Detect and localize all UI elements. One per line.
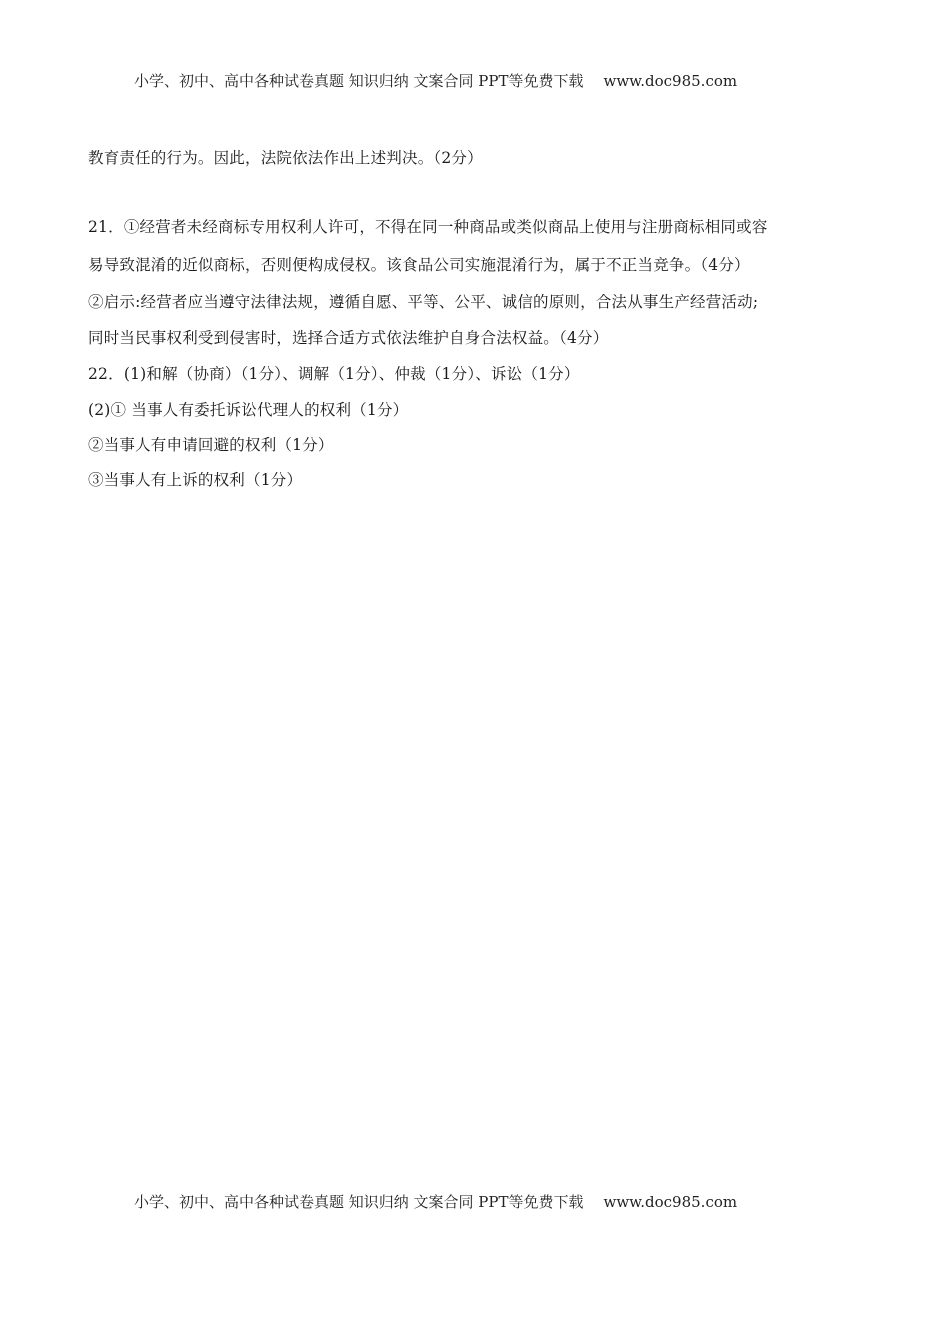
answer-line-6: 22．(1)和解（协商）（1分）、调解（1分）、仲裁（1分）、诉讼（1分） [88,365,580,383]
answer-line-7: (2)① 当事人有委托诉讼代理人的权利（1分） [88,401,409,419]
page-footer [134,1191,737,1212]
footer-text: 小学、初中、高中各种试卷真题 知识归纳 文案合同 PPT等免费下载 [134,1193,584,1211]
answer-line-4: ②启示:经营者应当遵守法律法规，遵循自愿、平等、公平、诚信的原则，合法从事生产经营活动; [88,293,759,311]
answer-line-3: 易导致混淆的近似商标，否则便构成侵权。该食品公司实施混淆行为，属于不正当竞争。（4分） [88,256,750,274]
answer-line-9: ③当事人有上诉的权利（1分） [88,471,303,489]
footer-site-link[interactable]: www.doc985.com [603,1193,738,1211]
answer-line-8: ②当事人有申请回避的权利（1分） [88,436,334,454]
answer-line-5: 同时当民事权利受到侵害时，选择合适方式依法维护自身合法权益。（4分） [88,329,609,347]
answer-line-1: 教育责任的行为。因此，法院依法作出上述判决。（2分） [88,149,483,167]
page-header [134,70,737,91]
header-site-link[interactable]: www.doc985.com [603,72,738,90]
header-text: 小学、初中、高中各种试卷真题 知识归纳 文案合同 PPT等免费下载 [134,72,584,90]
answer-line-2: 21．①经营者未经商标专用权利人许可，不得在同一种商品或类似商品上使用与注册商标相同或容 [88,218,768,236]
